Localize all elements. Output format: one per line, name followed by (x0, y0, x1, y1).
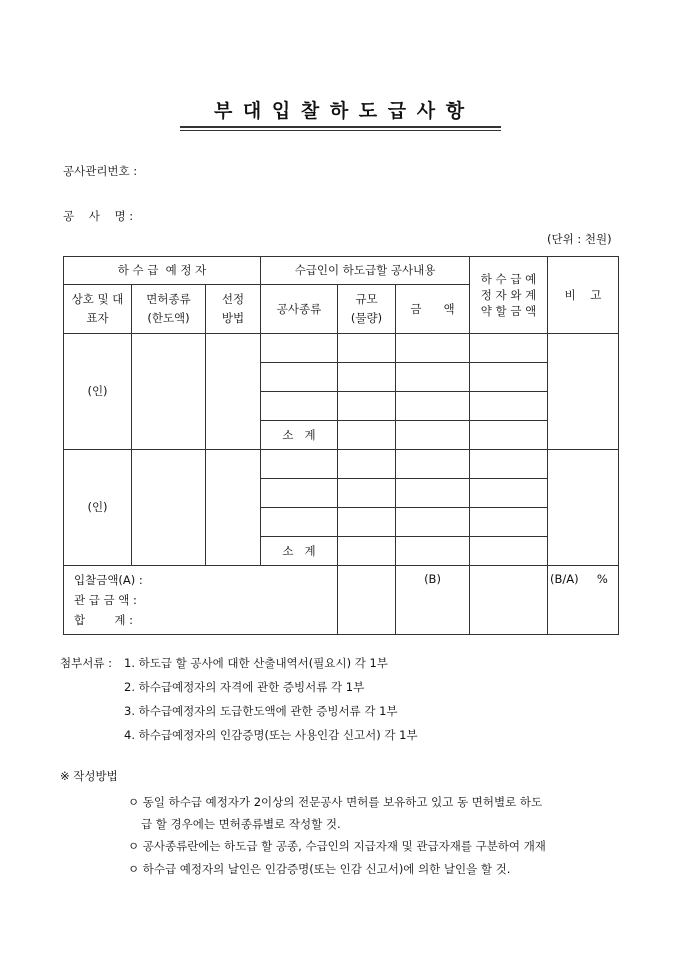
subtotal-label: 소 계 (261, 421, 338, 450)
note-cell[interactable] (548, 450, 619, 566)
header-contract-amount: 하 수 급 예 정 자 와 계 약 할 금 액 (470, 257, 548, 334)
total-label: 합 계 : (74, 613, 133, 627)
cell[interactable] (396, 537, 470, 566)
subcontract-table (63, 256, 619, 635)
seal-cell[interactable]: (인) (64, 450, 132, 566)
project-name-label: 공 사 명 : (63, 209, 134, 223)
header-amount: 금 액 (396, 285, 470, 334)
cell[interactable] (338, 450, 396, 479)
note-cell[interactable] (548, 334, 619, 450)
cell[interactable] (470, 450, 548, 479)
method-cell[interactable] (206, 334, 261, 450)
cell[interactable] (396, 479, 470, 508)
bid-amount-label: 입찰금액(A) : (74, 573, 143, 587)
header-license: 면허종류 (한도액) (132, 285, 206, 334)
method-heading: ※ 작성방법 (60, 769, 118, 783)
header-work-content: 수급인이 하도급할 공사내용 (261, 257, 470, 285)
header-company-name: 상호 및 대표자 (64, 285, 132, 334)
cell[interactable] (338, 479, 396, 508)
subtotal-label: 소 계 (261, 537, 338, 566)
cell[interactable] (470, 479, 548, 508)
method-item: ㅇ 공사종류란에는 하도급 할 공종, 수급인의 지급자재 및 관급자재를 구분하여 개재 (128, 839, 546, 853)
cell[interactable] (396, 421, 470, 450)
attachment-item: 4. 하수급예정자의 인감증명(또는 사용인감 신고서) 각 1부 (124, 728, 418, 742)
totals-labels (64, 566, 338, 635)
cell[interactable] (470, 363, 548, 392)
cell[interactable] (396, 363, 470, 392)
cell[interactable] (338, 363, 396, 392)
header-scale: 규모 (물량) (338, 285, 396, 334)
b-amount-label: (B) (396, 566, 470, 635)
cell[interactable] (338, 566, 396, 635)
header-selection-method: 선정 방법 (206, 285, 261, 334)
cell[interactable] (470, 537, 548, 566)
cell[interactable] (338, 392, 396, 421)
cell[interactable] (470, 392, 548, 421)
page-title: 부 대 입 찰 하 도 급 사 항 (213, 100, 467, 122)
gov-amount-label: 관 급 금 액 : (74, 593, 137, 607)
cell[interactable] (261, 479, 338, 508)
cell[interactable] (396, 392, 470, 421)
method-item-continued: 급 할 경우에는 면허종류별로 작성할 것. (141, 817, 341, 831)
cell[interactable] (261, 508, 338, 537)
cell[interactable] (396, 334, 470, 363)
cell[interactable] (261, 363, 338, 392)
cell[interactable] (338, 421, 396, 450)
cell[interactable] (470, 334, 548, 363)
cell[interactable] (396, 508, 470, 537)
cell[interactable] (261, 450, 338, 479)
cell[interactable] (338, 334, 396, 363)
mgmt-no-label: 공사관리번호 : (63, 164, 138, 178)
header-work-type: 공사종류 (261, 285, 338, 334)
unit-label: (단위 : 천원) (547, 232, 612, 246)
title-double-underline (180, 126, 501, 131)
header-subcontractor: 하 수 급 예 정 자 (64, 257, 261, 285)
cell[interactable] (396, 450, 470, 479)
attachments-label: 첨부서류 : (60, 656, 112, 670)
cell[interactable] (338, 537, 396, 566)
license-cell[interactable] (132, 334, 206, 450)
attachment-item: 3. 하수급예정자의 도급한도액에 관한 증빙서류 각 1부 (124, 704, 398, 718)
cell[interactable] (261, 334, 338, 363)
attachment-item: 2. 하수급예정자의 자격에 관한 증빙서류 각 1부 (124, 680, 365, 694)
method-item: ㅇ 하수급 예정자의 날인은 인감증명(또는 인감 신고서)에 의한 날인을 할 것. (128, 862, 511, 876)
method-cell[interactable] (206, 450, 261, 566)
cell[interactable] (470, 508, 548, 537)
attachment-item: 1. 하도급 할 공사에 대한 산출내역서(필요시) 각 1부 (124, 656, 388, 670)
cell[interactable] (470, 421, 548, 450)
method-item: ㅇ 동일 하수급 예정자가 2이상의 전문공사 면허를 보유하고 있고 동 면허별로 하도 (128, 795, 543, 809)
seal-cell[interactable]: (인) (64, 334, 132, 450)
cell[interactable] (338, 508, 396, 537)
cell[interactable] (261, 392, 338, 421)
cell[interactable] (470, 566, 548, 635)
ratio-label: (B/A) % (548, 566, 619, 635)
license-cell[interactable] (132, 450, 206, 566)
header-note: 비 고 (548, 257, 619, 334)
